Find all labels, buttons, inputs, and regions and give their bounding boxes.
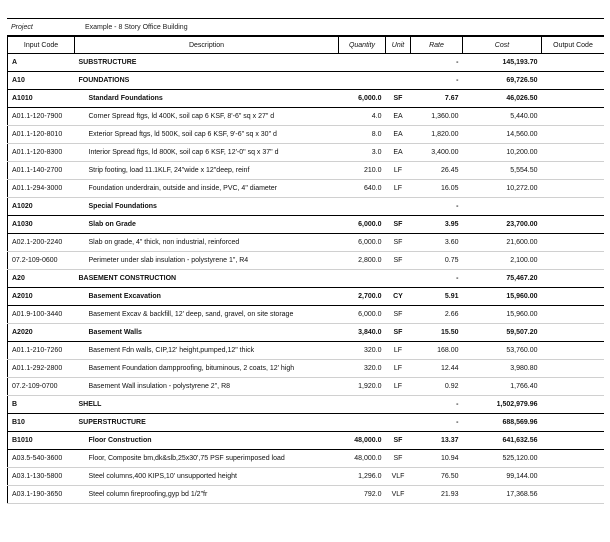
cell-desc: Basement Fdn walls, CIP,12' height,pumped,12" thick — [75, 342, 339, 360]
cell-desc: SUPERSTRUCTURE — [75, 414, 339, 432]
cell-rate: - — [411, 414, 463, 432]
cell-rate: 76.50 — [411, 468, 463, 486]
cell-code: A01.1-294-3000 — [8, 180, 75, 198]
cell-oc — [542, 90, 605, 108]
cell-qty: 320.0 — [339, 342, 386, 360]
cell-qty: 1,296.0 — [339, 468, 386, 486]
cell-qty — [339, 198, 386, 216]
table-row — [8, 450, 605, 468]
cell-rate: - — [411, 198, 463, 216]
cell-cost: 15,960.00 — [463, 306, 542, 324]
cell-unit: LF — [386, 162, 411, 180]
cell-oc — [542, 252, 605, 270]
cell-oc — [542, 306, 605, 324]
cell-rate: - — [411, 270, 463, 288]
cell-rate: 12.44 — [411, 360, 463, 378]
cell-rate: 10.94 — [411, 450, 463, 468]
table-row — [8, 198, 605, 216]
cell-oc — [542, 108, 605, 126]
project-name: Example - 8 Story Office Building — [85, 23, 188, 31]
table-row — [8, 306, 605, 324]
cell-rate: 13.37 — [411, 432, 463, 450]
cell-code: A01.1-120-7900 — [8, 108, 75, 126]
cell-unit: EA — [386, 108, 411, 126]
cell-qty: 320.0 — [339, 360, 386, 378]
cell-code: A01.1-210-7260 — [8, 342, 75, 360]
cell-cost: 688,569.96 — [463, 414, 542, 432]
table-row — [8, 270, 605, 288]
cell-qty: 2,800.0 — [339, 252, 386, 270]
cell-rate: 7.67 — [411, 90, 463, 108]
cell-desc: Floor Construction — [75, 432, 339, 450]
cell-oc — [542, 450, 605, 468]
cost-table — [7, 36, 604, 504]
cell-qty: 2,700.0 — [339, 288, 386, 306]
cell-qty: 3.0 — [339, 144, 386, 162]
cell-oc — [542, 216, 605, 234]
cell-oc — [542, 486, 605, 504]
cell-unit — [386, 54, 411, 72]
table-row — [8, 180, 605, 198]
cell-cost: 15,960.00 — [463, 288, 542, 306]
table-row — [8, 54, 605, 72]
cell-desc: Slab on Grade — [75, 216, 339, 234]
cell-qty: 6,000.0 — [339, 306, 386, 324]
cell-qty: 6,000.0 — [339, 216, 386, 234]
table-body — [8, 54, 605, 504]
cell-rate: 2.66 — [411, 306, 463, 324]
cell-qty: 8.0 — [339, 126, 386, 144]
cell-oc — [542, 144, 605, 162]
cell-qty: 48,000.0 — [339, 432, 386, 450]
table-row — [8, 324, 605, 342]
cell-rate: 5.91 — [411, 288, 463, 306]
header-row — [8, 37, 605, 54]
col-header-input-code: Input Code — [8, 37, 75, 54]
cell-oc — [542, 54, 605, 72]
table-row — [8, 234, 605, 252]
cell-oc — [542, 180, 605, 198]
cell-code: A1030 — [8, 216, 75, 234]
cell-desc: Basement Foundation dampproofing, bituminous, 2 coats, 12' high — [75, 360, 339, 378]
col-header-cost: Cost — [463, 37, 542, 54]
cell-desc: Steel columns,400 KIPS,10' unsupported height — [75, 468, 339, 486]
col-header-description: Description — [75, 37, 339, 54]
cell-unit: SF — [386, 234, 411, 252]
cell-rate: 0.75 — [411, 252, 463, 270]
cell-desc: Special Foundations — [75, 198, 339, 216]
table-row — [8, 288, 605, 306]
cell-code: A01.1-292-2800 — [8, 360, 75, 378]
cell-desc: Slab on grade, 4" thick, non industrial, reinforced — [75, 234, 339, 252]
cell-cost: 10,200.00 — [463, 144, 542, 162]
cell-cost: 5,554.50 — [463, 162, 542, 180]
cell-desc: Interior Spread ftgs, ld 800K, soil cap 6 KSF, 12'-0" sq x 37" d — [75, 144, 339, 162]
cell-desc: Basement Excavation — [75, 288, 339, 306]
cell-cost: 23,700.00 — [463, 216, 542, 234]
cell-unit: VLF — [386, 468, 411, 486]
cell-desc: Perimeter under slab insulation - polystyrene 1", R4 — [75, 252, 339, 270]
cell-rate: 1,360.00 — [411, 108, 463, 126]
cell-qty: 210.0 — [339, 162, 386, 180]
cell-unit: LF — [386, 378, 411, 396]
table-row — [8, 216, 605, 234]
table-row — [8, 108, 605, 126]
cell-code: A1010 — [8, 90, 75, 108]
cell-code: A01.1-120-8300 — [8, 144, 75, 162]
cell-code: A02.1-200-2240 — [8, 234, 75, 252]
cell-unit — [386, 270, 411, 288]
cell-oc — [542, 324, 605, 342]
cell-code: A1020 — [8, 198, 75, 216]
cell-rate: 0.92 — [411, 378, 463, 396]
cell-rate: 1,820.00 — [411, 126, 463, 144]
cell-code: B1010 — [8, 432, 75, 450]
cell-cost: 59,507.20 — [463, 324, 542, 342]
cell-code: A03.5-540-3600 — [8, 450, 75, 468]
cell-cost: 3,980.80 — [463, 360, 542, 378]
cell-code: A03.1-190-3650 — [8, 486, 75, 504]
cell-cost: 75,467.20 — [463, 270, 542, 288]
cell-code: A — [8, 54, 75, 72]
cell-cost: 21,600.00 — [463, 234, 542, 252]
col-header-rate: Rate — [411, 37, 463, 54]
cell-desc: Strip footing, load 11.1KLF, 24"wide x 12"deep, reinf — [75, 162, 339, 180]
table-row — [8, 468, 605, 486]
cell-rate: 26.45 — [411, 162, 463, 180]
cell-oc — [542, 396, 605, 414]
cell-rate: 21.93 — [411, 486, 463, 504]
cell-desc: Standard Foundations — [75, 90, 339, 108]
cell-desc: Floor, Composite bm,dk&slb,25x30',75 PSF superimposed load — [75, 450, 339, 468]
cell-qty: 3,840.0 — [339, 324, 386, 342]
cell-cost: 14,560.00 — [463, 126, 542, 144]
cell-code: A01.1-140-2700 — [8, 162, 75, 180]
table-row — [8, 126, 605, 144]
table-row — [8, 414, 605, 432]
cell-cost: 46,026.50 — [463, 90, 542, 108]
cell-unit: LF — [386, 360, 411, 378]
cell-cost: 1,766.40 — [463, 378, 542, 396]
cell-desc: Foundation underdrain, outside and inside, PVC, 4" diameter — [75, 180, 339, 198]
cell-oc — [542, 234, 605, 252]
cell-oc — [542, 270, 605, 288]
cell-rate: 3.60 — [411, 234, 463, 252]
cell-qty: 48,000.0 — [339, 450, 386, 468]
table-row — [8, 342, 605, 360]
cell-qty — [339, 270, 386, 288]
cell-code: A03.1-130-5800 — [8, 468, 75, 486]
cell-unit: SF — [386, 450, 411, 468]
cell-rate: - — [411, 54, 463, 72]
cell-cost: 10,272.00 — [463, 180, 542, 198]
table-row — [8, 486, 605, 504]
cell-desc: BASEMENT CONSTRUCTION — [75, 270, 339, 288]
cell-desc: Exterior Spread ftgs, ld 500K, soil cap 6 KSF, 9'-6" sq x 30" d — [75, 126, 339, 144]
cell-qty: 6,000.0 — [339, 90, 386, 108]
table-row — [8, 378, 605, 396]
cell-rate: 3,400.00 — [411, 144, 463, 162]
cell-desc: SHELL — [75, 396, 339, 414]
cell-cost: 99,144.00 — [463, 468, 542, 486]
table-row — [8, 252, 605, 270]
cell-qty — [339, 54, 386, 72]
cell-code: A2010 — [8, 288, 75, 306]
cell-cost: 525,120.00 — [463, 450, 542, 468]
cell-unit — [386, 396, 411, 414]
cell-unit: EA — [386, 144, 411, 162]
cell-unit — [386, 198, 411, 216]
cell-unit: SF — [386, 252, 411, 270]
cell-cost: 2,100.00 — [463, 252, 542, 270]
cell-unit: SF — [386, 90, 411, 108]
cell-code: 07.2-109-0600 — [8, 252, 75, 270]
cell-oc — [542, 72, 605, 90]
cell-oc — [542, 432, 605, 450]
cell-oc — [542, 468, 605, 486]
cell-code: 07.2-109-0700 — [8, 378, 75, 396]
cell-qty: 4.0 — [339, 108, 386, 126]
cell-unit: SF — [386, 306, 411, 324]
cell-oc — [542, 342, 605, 360]
cell-desc: Basement Wall insulation - polystyrene 2", R8 — [75, 378, 339, 396]
cell-code: A20 — [8, 270, 75, 288]
cell-qty — [339, 396, 386, 414]
col-header-unit: Unit — [386, 37, 411, 54]
cell-code: B — [8, 396, 75, 414]
cell-qty: 640.0 — [339, 180, 386, 198]
cell-cost: 5,440.00 — [463, 108, 542, 126]
col-header-quantity: Quantity — [339, 37, 386, 54]
cell-oc — [542, 360, 605, 378]
table-row — [8, 162, 605, 180]
col-header-output-code: Output Code — [542, 37, 605, 54]
cell-unit — [386, 414, 411, 432]
cell-oc — [542, 378, 605, 396]
cell-oc — [542, 162, 605, 180]
cell-cost: 641,632.56 — [463, 432, 542, 450]
cell-unit: VLF — [386, 486, 411, 504]
cell-desc: Basement Excav & backfill, 12' deep, sand, gravel, on site storage — [75, 306, 339, 324]
cell-oc — [542, 126, 605, 144]
cell-oc — [542, 198, 605, 216]
cell-rate: 15.50 — [411, 324, 463, 342]
cell-cost — [463, 198, 542, 216]
cell-qty: 6,000.0 — [339, 234, 386, 252]
cell-unit: LF — [386, 180, 411, 198]
cell-rate: 16.05 — [411, 180, 463, 198]
project-label: Project — [11, 23, 33, 31]
table-row — [8, 432, 605, 450]
cell-oc — [542, 414, 605, 432]
cell-desc: SUBSTRUCTURE — [75, 54, 339, 72]
cell-qty: 1,920.0 — [339, 378, 386, 396]
project-row — [7, 19, 604, 36]
cell-code: A01.9-100-3440 — [8, 306, 75, 324]
cell-rate: - — [411, 396, 463, 414]
cell-unit: LF — [386, 342, 411, 360]
cell-cost: 53,760.00 — [463, 342, 542, 360]
cell-code: A2020 — [8, 324, 75, 342]
cell-desc: Steel column fireproofing,gyp bd 1/2"fr — [75, 486, 339, 504]
cell-desc: Corner Spread ftgs, ld 400K, soil cap 6 KSF, 8'-6" sq x 27" d — [75, 108, 339, 126]
cell-unit: CY — [386, 288, 411, 306]
table-row — [8, 396, 605, 414]
estimate-sheet — [7, 18, 604, 542]
cell-code: A01.1-120-8010 — [8, 126, 75, 144]
cell-cost: 1,502,979.96 — [463, 396, 542, 414]
cell-cost: 69,726.50 — [463, 72, 542, 90]
cell-desc: FOUNDATIONS — [75, 72, 339, 90]
table-row — [8, 72, 605, 90]
cell-code: A10 — [8, 72, 75, 90]
cell-qty — [339, 72, 386, 90]
table-row — [8, 90, 605, 108]
table-row — [8, 360, 605, 378]
cell-oc — [542, 288, 605, 306]
table-row — [8, 144, 605, 162]
cell-cost: 145,193.70 — [463, 54, 542, 72]
cell-unit: SF — [386, 432, 411, 450]
cell-unit: EA — [386, 126, 411, 144]
cell-qty: 792.0 — [339, 486, 386, 504]
cell-rate: - — [411, 72, 463, 90]
cell-unit: SF — [386, 324, 411, 342]
cell-unit — [386, 72, 411, 90]
cell-code: B10 — [8, 414, 75, 432]
cell-rate: 3.95 — [411, 216, 463, 234]
cell-desc: Basement Walls — [75, 324, 339, 342]
cell-rate: 168.00 — [411, 342, 463, 360]
cell-qty — [339, 414, 386, 432]
cell-unit: SF — [386, 216, 411, 234]
cell-cost: 17,368.56 — [463, 486, 542, 504]
